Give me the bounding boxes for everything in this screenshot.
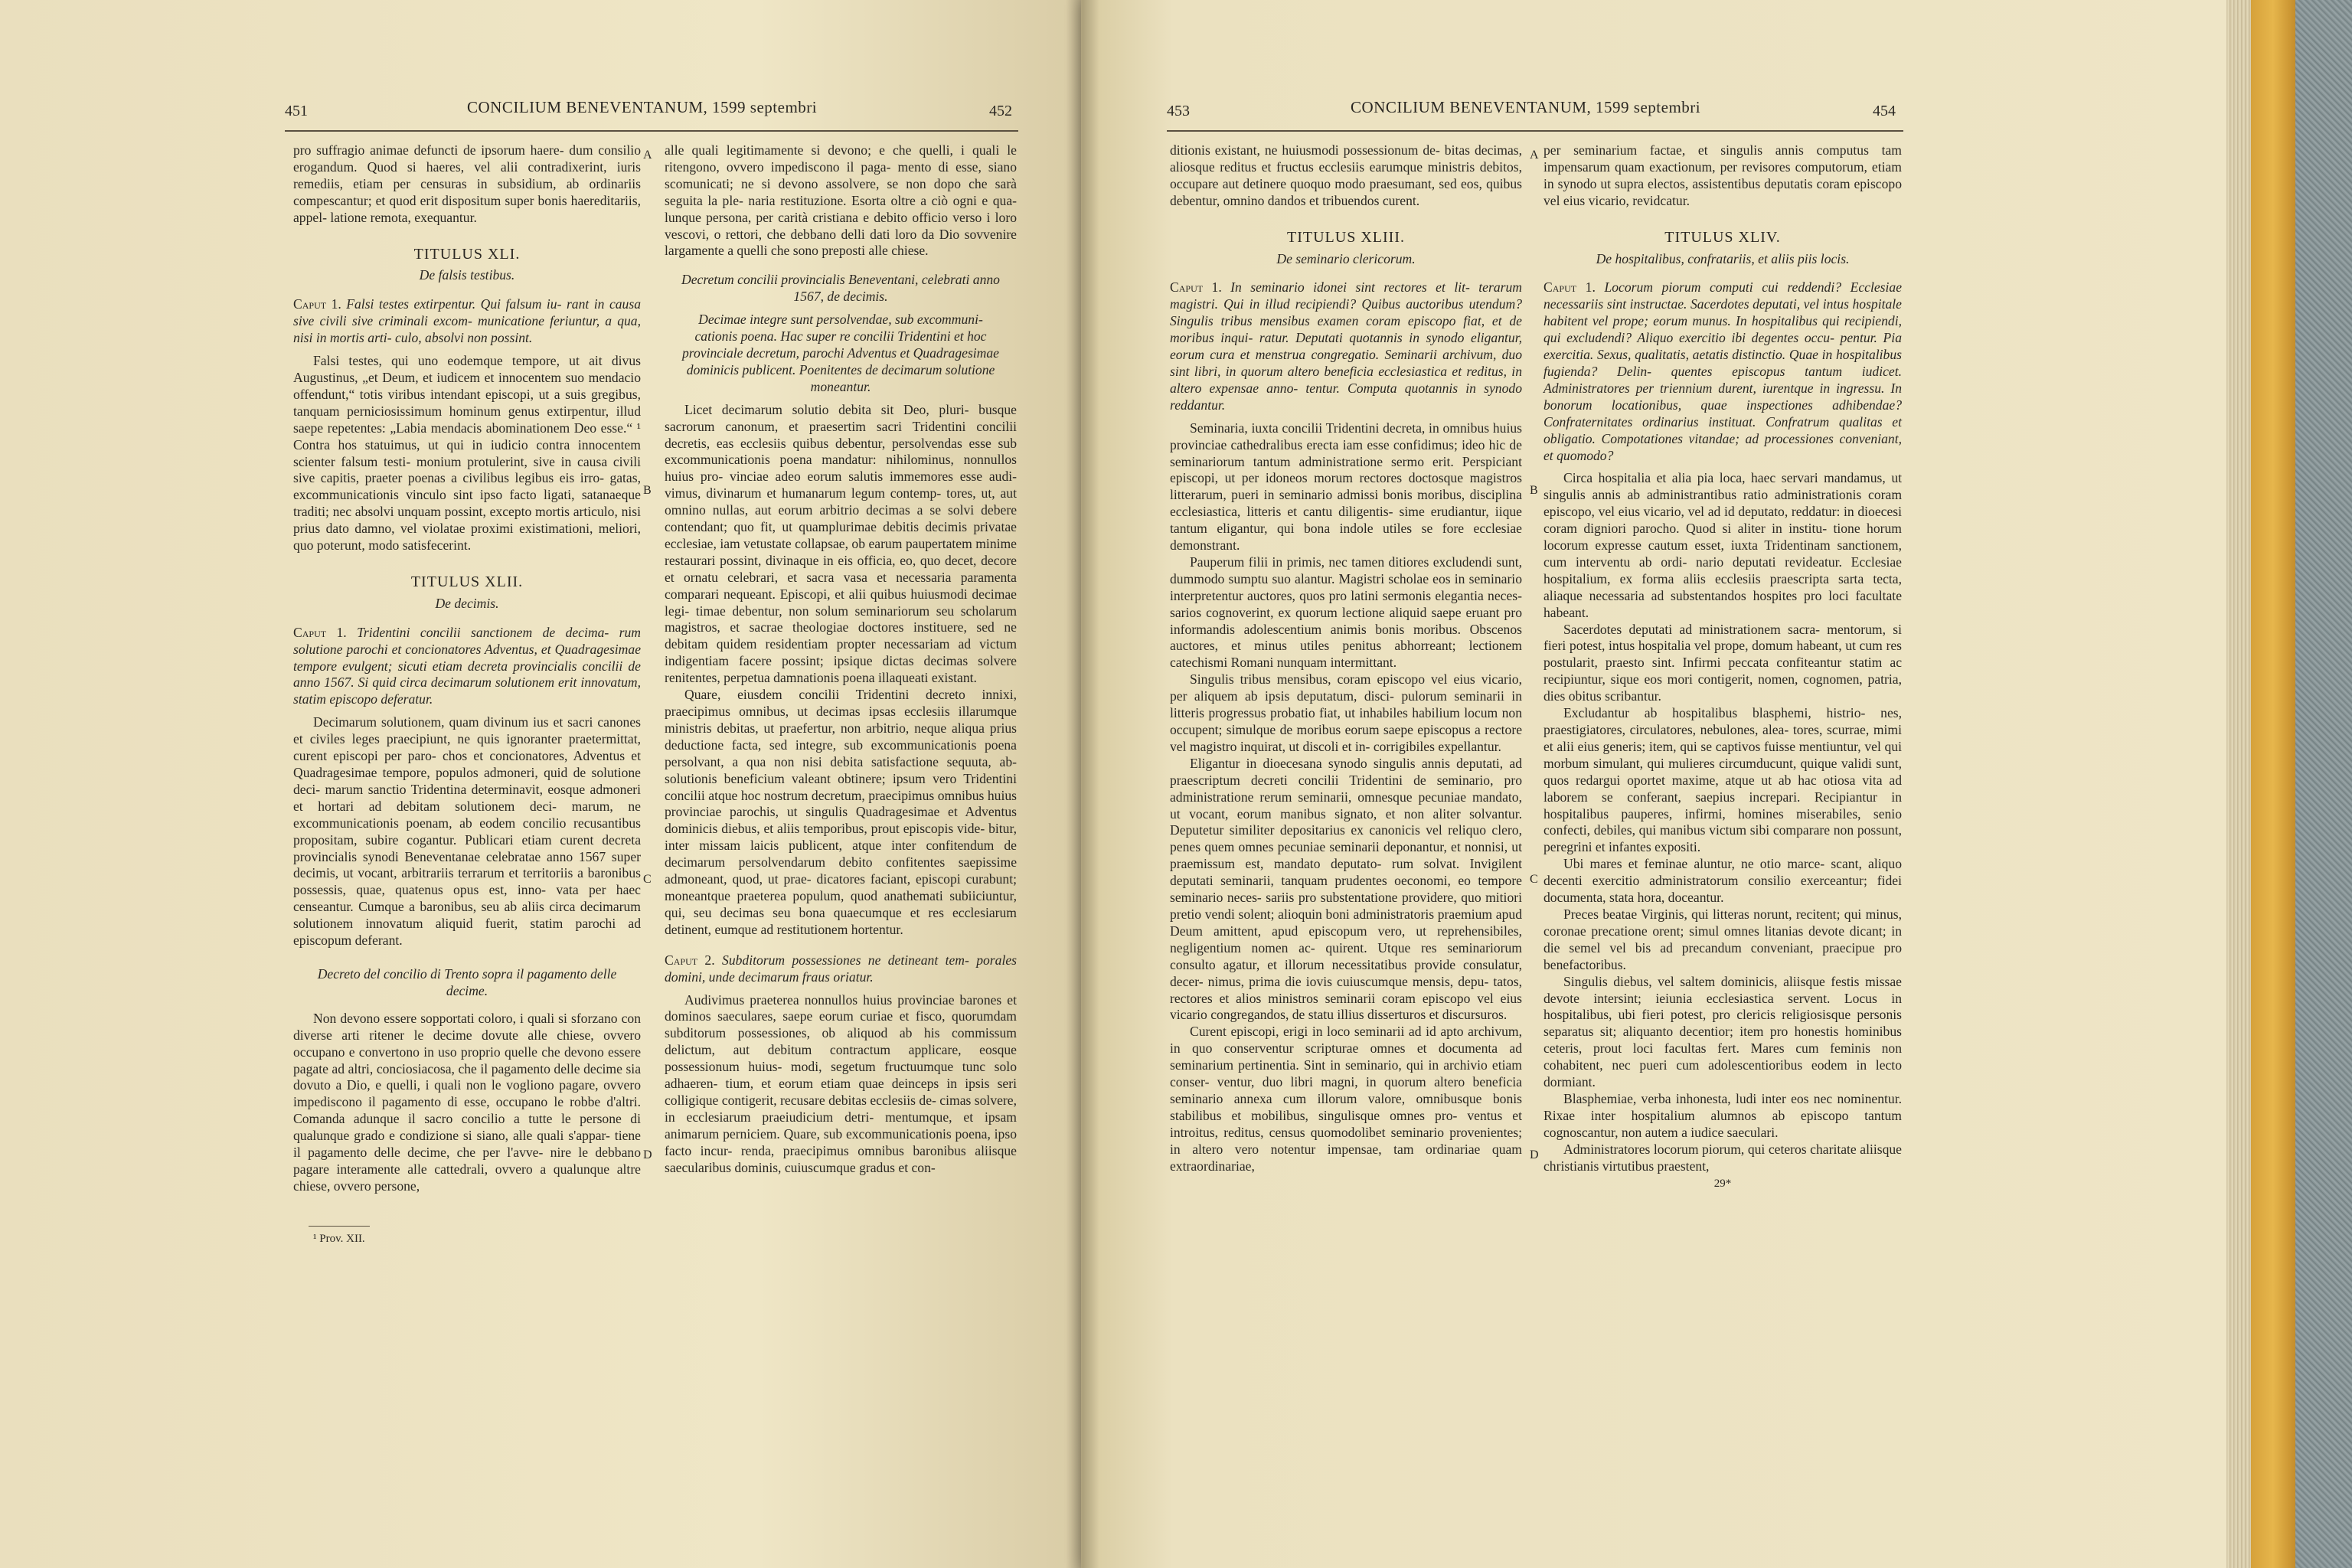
header-rule-right xyxy=(1167,130,1903,132)
footnote-rule xyxy=(309,1226,370,1227)
margin-letter-d: D xyxy=(643,1148,652,1161)
book-gutter xyxy=(1066,0,1099,1568)
page-number-452: 452 xyxy=(989,103,1012,119)
paragraph: Audivimus praeterea nonnullos huius provinciae barones et dominos saeculares, saepe eorum curiae et fisco, quorumdam subditorum possessiones, ob aliquod ab his commissum delictum, aut debitum contractum applicare, eosque possessionum huius- modi, segetum fructuumque tunc solo adhaeren- tium, et eorum etiam quae deinceps in ipsis seri colligique contigerit, recusare debitas ecclesiis de- cimas solvere, in ecclesiarum praeiudicium detri- mentumque, et ipsam animarum perniciem. Quare, sub excommunicationis poena, ipso facto incur- renda, praecipimus omnibus baronibus aliisque saecularibus dominis, cuiuscumque gradus et con- xyxy=(665,991,1017,1175)
running-head-right: CONCILIUM BENEVENTANUM, 1599 septembri xyxy=(1351,98,1701,116)
caput-summary xyxy=(1170,279,1522,413)
caput-label: Caput 1. xyxy=(293,296,341,312)
margin-letter-b: B xyxy=(643,484,652,497)
paragraph: Decimarum solutionem, quam divinum ius et sacri canones et civiles leges praecipiunt, ne quis ignoranter praetermittat, curent episcopi per paro- chos et concionatores, Adventus et Quadragesimae tempore, populos admoneri, quid de solutione deci- marum sanctio Tridentina determinavit, eosque admoneri et hortari ad debitam solutionem deci- marum, ne excommunicationis poenam, ab eodem concilio recusantibus propositam, subire cogantur. Publicari etiam curent decreta provincialis synodi Beneventanae celebratae anno 1567 super decimis, ut vocant, arbitrariis terrarum et territoriis a baronibus possessis, quae, quatenus opus est, inno- vata per haec censeantur. Cumque a baronibus, seu ab aliis circa decimarum solutionem innovatum aliquid fuerit, statim parochi ad episcopum deferant. xyxy=(293,714,641,949)
titulus-42-title: TITULUS XLII. xyxy=(410,573,524,590)
caput-summary xyxy=(293,296,641,347)
paragraph: ditionis existant, ne huiusmodi possessionum de- bitas decimas, aliosque reditus et fructus ecclesiis earumque ministris debitos, occupare aut detinere quoquo modo praesumant, sed eos, quibus debentur, omnino dandos et tribuendos curent. xyxy=(1170,142,1522,208)
paragraph: Singulis diebus, vel saltem dominicis, aliisque festis missae devote intersint; ieiunia ecclesiastica servent. Locus in hospitalibus, ubi fieri potest, pro clericis religiosisque personis separatus sit; aliquanto decentior; item pro honestis hominibus ceteris, prout loci facultas fert. Mares cum feminis non cohabitent, nec pueri cum adolescentioribus eodem in lecto dormiant. xyxy=(1544,973,1902,1090)
footnote: ¹ Prov. XII. xyxy=(313,1232,365,1245)
paragraph: alle quali legitimamente si devono; e che quelli, i quali le ritengono, ovvero impediscono il paga- mento di esse, siano scomunicati; ne si devono assolvere, se non dopo che sarà seguita la ple- naria restituzione. Esorta oltre a ciò ogni e qua- lunque persona, per carità cristiana e debito officio verso i loro vescovi, o rettori, che debbano delli dati loro da Dio sovvenire largamente a quelli che sono preposti alle chiese. xyxy=(665,142,1017,259)
titulus-41-subtitle: De falsis testibus. xyxy=(419,267,515,283)
paragraph: Pauperum filii in primis, nec tamen ditiores excludendi sunt, dummodo sumptu suo alantur. Magistri scholae eos in seminario interpretentur auctores, quos pro latini sermonis elegantia neces- sarios cognoverint, ex quorum lectione aliquid saepe eruant pro informandis adolescentium animis bonis moribus. Obscenos auctores, et minus utiles penitus abhorreant; lectionem catechismi Romani nunquam intermittant. xyxy=(1170,554,1522,671)
paragraph: Non devono essere sopportati coloro, i quali si sforzano con diverse arti ritener le decime dovute alle chiese, ovvero occupano e convertono in uso proprio quelle che devono essere pagate ad altri, conciosiacosa, che il pagamento delle decime sia dovuto a Dio, e quelli, i quali non le vogliono pagare, ovvero impediscono il pagamento di esse, occupano le robbe d'altri. Comanda adunque il sacro concilio a tutte le persone di qualunque grado e condizione si siano, alle quali s'appar- tiene il pagamento delle decime, che per l'avve- nire le debbano pagare interamente alle cattedrali, ovvero a qualunque altre chiese, ovvero persone, xyxy=(293,1010,641,1194)
caput-summary xyxy=(1544,279,1902,464)
caput-label: Caput 1. xyxy=(1544,279,1596,296)
margin-letter-a: A xyxy=(1530,149,1539,162)
paragraph: Preces beatae Virginis, qui litteras norunt, recitent; qui minus, coronae precatione orent; simul omnes litanias devote dicant; in die semel vel bis ad precandum conveniant, praecipue pro benefactoribus. xyxy=(1544,906,1902,972)
decretum-summary: Decimae integre sunt persolvendae, sub excommuni- cationis poena. Hac super re concilii Tridentini et hoc provinciale decretum, parochi Adventus et Quadragesimae dominicis publicent. Poenitentes de decimarum solutione moneantur. xyxy=(681,312,999,394)
margin-letter-d: D xyxy=(1530,1148,1539,1161)
caput-label: Caput 2. xyxy=(665,952,715,968)
paragraph: per seminarium factae, et singulis annis computus tam impensarum quam exactionum, per revisores computorum, etiam in synodo ut supra electos, assistentibus deputatis coram episcopo vel eius vicario, revidcatur. xyxy=(1544,142,1902,208)
header-rule-left xyxy=(285,130,1018,132)
column-4 xyxy=(1544,142,1902,1193)
paragraph: Quare, eiusdem concilii Tridentini decreto innixi, praecipimus omnibus, ut decimas ipsas ecclesiis illarumque ministris debitas, ut praefertur, non arbitrio, neque aliqua prius deductione facta, sed integre, sub excommunicationis poena persolvant, a qua non nisi debita satisfactione sequuta, ab- solutionis beneficium valeant obtinere; ipsum vero Tridentini concilii atque hoc nostrum decretum, praecipimus omnibus huius provinciae parochis, ut singulis Quadragesimae et Adventus dominicis diebus, et aliis temporibus, prout episcopis vide- bitur, inter missam laicis publicent, atque inter confitendum de decimarum persolvendarum debito confitentes saepissime admoneant, quod, ut prae- dicatores faciant, episcopi curabunt; moneantque praeterea populum, quod anathemati subiiciuntur, qui, seu decimas seu bona quaecumque et res ecclesiarum detinent, eumque ad restitutionem hortentur. xyxy=(665,687,1017,937)
page-number-454: 454 xyxy=(1873,103,1896,119)
titulus-44-subtitle: De hospitalibus, confratariis, et aliis piis locis. xyxy=(1596,250,1850,266)
paragraph: Curent episcopi, erigi in loco seminarii ad id apto archivum, in quo conserventur scripturae omnes et documenta ad seminarium pertinentia. Sint in seminario, qui in archivio etiam conser- ventur, duo libri magni, in quorum altero beneficia seminario annexa cum illorum valore, omnibusque bonis stabilibus et mobilibus, singulisque omnes pro- ventus et introitus, reditus, census quomodolibet seminario provenientes; in altero vero notentur impensae, tam ordinariae quam extraordinariae, xyxy=(1170,1024,1522,1174)
left-page xyxy=(0,0,1081,1568)
paragraph: Administratores locorum piorum, qui ceteros charitate aliisque christianis virtutibus praestent, xyxy=(1544,1141,1902,1174)
page-number-453: 453 xyxy=(1167,103,1190,119)
margin-letter-c: C xyxy=(643,873,652,886)
decretum-title: Decretum concilii provincialis Beneventani, celebrati anno 1567, de decimis. xyxy=(681,272,1000,305)
caput-summary xyxy=(293,625,641,709)
right-page xyxy=(1081,0,2226,1568)
decreto-title: Decreto del concilio di Trento sopra il pagamento delle decime. xyxy=(317,965,617,998)
margin-letter-a: A xyxy=(643,149,652,162)
paragraph: Singulis tribus mensibus, coram episcopo vel eius vicario, per aliquem ab ipsis deputatum, disci- pulorum seminarii in litteris progressus probatio fiat, ut inhabiles habilium locum non occupent; simulque de moribus eorum saepe episcopus a rectore vel magistro inquirat, ut discoli et in- corrigibiles expellantur. xyxy=(1170,671,1522,754)
column-1 xyxy=(293,142,641,1248)
book-cover-cloth xyxy=(2295,0,2352,1568)
page-number-451: 451 xyxy=(285,103,308,119)
titulus-42-subtitle: De decimis. xyxy=(435,595,499,611)
paragraph: Circa hospitalia et alia pia loca, haec servari mandamus, ut singulis annis ab administrantibus ratio administrationis coram episcopo, vel eius vicario, vel ad id deputato, reddatur: in dioecesi coram digniori parocho. Quod si aliter in institu- tione horum locorum expresse cautum esset, iuxta Tridentinam sanctionem, cum interventu ab ordi- nario deputati revideatur. Ecclesiae hospitalium, ex forma aliis ecclesiis praescripta sarta tecta, aliaque necessaria ad substentandos hospites pro loci facultate habeant. xyxy=(1544,470,1902,620)
paragraph: Blasphemiae, verba inhonesta, ludi inter eos nec nominentur. Rixae inter hospitalium alumnos ab episcopo tantum cognoscantur, non autem a iudice saeculari. xyxy=(1544,1090,1902,1140)
column-3 xyxy=(1170,142,1522,1174)
paragraph: Seminaria, iuxta concilii Tridentini decreta, in omnibus huius provinciae cathedralibus erecta iam esse confidimus; ideo hic de seminariorum tantum administratione sermo erit. Perspiciant episcopi, ut per idoneos morum rectores doctosque magistros litterarum, pueri in seminario admissi bonis moribus, disciplina ecclesiastica, litteris et cantu diligentis- sime erudiantur, iique tantum eligantur, qui bona indole utiles se fore ecclesiae demonstrant. xyxy=(1170,420,1522,554)
ribbon-bookmark xyxy=(2251,0,2295,1568)
running-head-left: CONCILIUM BENEVENTANUM, 1599 septembri xyxy=(467,98,818,116)
paragraph: Excludantur ab hospitalibus blasphemi, histrio- nes, praestigiatores, circulatores, nebulones, alea- tores, scurrae, mimi et alii eius generis; item, qui se captivos fuisse mentiuntur, vel qui morbum simulant, qui mulieres circumducunt, quique validi sunt, quos redargui oportet maxime, atque ut ab hac otiosa vita ad laborem se conferant, saepius increpari. Recipiantur in hospitalibus pauperes, infirmi, homines miserabiles, senio confecti, debiles, qui manibus victum sibi comparare non possunt, peregrini et infantes expositi. xyxy=(1544,705,1902,855)
caput-label: Caput 1. xyxy=(1170,279,1222,296)
paragraph: Ubi mares et feminae aluntur, ne otio marce- scant, aliquo decenti exercitio administratorum consilio exerceantur; fidei documenta, stata hora, doceantur. xyxy=(1544,856,1902,906)
signature-mark: 29* xyxy=(1713,1178,1732,1191)
margin-letter-b: B xyxy=(1530,484,1538,497)
caput-label: Caput 1. xyxy=(293,624,347,640)
paragraph: Falsi testes, qui uno eodemque tempore, ut ait divus Augustinus, „et Deum, et iudicem et innocentem suo mendacio offendunt,“ totis viribus intendant episcopi, ut a suis gregibus, tanquam perniciosissimum hominum genus extirpentur, illud saepe repetentes: „Labia mendacis abominationem Deo esse.“ ¹ Contra hos statuimus, ut qui in iudicio contra innocentem scienter falsum testi- monium protulerint, sive in causa civili sive capitis, praeter poenas a civilibus legibus eis irro- gatas, excommunicationis vinculo sint ipso facto ligati, satanaeque traditi; nec absolvi unquam possint, excepto mortis articulo, nisi prius dato damno, vel violatae proximi existimationi, meliori, quo poterunt, modo satisfecerint. xyxy=(293,353,641,554)
titulus-43-title: TITULUS XLIII. xyxy=(1287,228,1405,246)
paragraph: Licet decimarum solutio debita sit Deo, pluri- busque sacrorum canonum, et praesertim sacri Tridentini concilii decretis, eas ecclesiis quibus debentur, persolvendas esse sub excommunicationis poena mandatur: nihilominus, nonnullos huius pro- vinciae adeo eorum salutis immemores esse audi- vimus, divinarum et humanarum legum contemp- tores, ut, aut omnino nullas, aut eorum arbitrio decimas a se solvi debere contendant; quo fit, ut quamplurimae debitis decimis privatae ecclesiae, iam vetustate collapsae, ob earum paupertatem minime restaurari possint, divinaque in eis officia, eo, quo decet, decore et ornatu celebrari, et sacra vasa et necessaria paramenta comparari nequeant. Episcopi, et alii quibus huiusmodi decimae legi- timae debentur, non solum seminariorum seu scholarum magistros, et sacrae theologiae doctores instituere, sed ne debitam quidem residentiam propter necessariam ad victum indigentiam facere possint; ipsique dictas decimas solvere renitentes, perpetua damnationis poena illaqueati existant. xyxy=(665,401,1017,686)
caput-text: In seminario idonei sint rectores et lit- terarum magistri. Qui in illud recipiendi? Quibus auctoribus utendum? Singulis tribus mensibus examen coram episcopo fiat, et de moribus inqui- ratur. Deputati quotannis in synodo eligantur, eorum cura et menstrua congregatio. Seminarii archivum, duo sint libri, in quorum altero beneficia ecclesiastica et reditus, in altero expensae anno- tentur. Computa quotannis in synodo reddantur. xyxy=(1170,279,1522,413)
caput-text: Tridentini concilii sanctionem de decima- rum solutione parochi et concionatores Adventus, et Quadragesimae tempore evulgent; sicuti etiam decreta provincialis concilii de anno 1567. Si quid circa decimarum solutionem erit innovatum, statim episcopo deferatur. xyxy=(293,624,641,707)
caput-summary xyxy=(665,952,1017,986)
titulus-43-subtitle: De seminario clericorum. xyxy=(1276,250,1416,266)
paragraph: Sacerdotes deputati ad ministrationem sacra- mentorum, si fieri potest, intus hospitalia vel prope, domum habeant, ut cum res postularit, praesto sint. Infirmi peccata confiteantur statim ac recipiuntur, sique eos mori contigerit, nomen, cognomen, patria, dies obitus scribantur. xyxy=(1544,621,1902,704)
column-2 xyxy=(665,142,1017,1176)
caput-text: Falsi testes extirpentur. Qui falsum iu- rant in causa sive civili sive criminali excom- municatione feriuntur, a qua, nisi in mortis arti- culo, absolvi non possint. xyxy=(293,296,641,346)
paragraph: pro suffragio animae defuncti de ipsorum haere- dum consilio erogandum. Quod si haeres, vel alii contradixerint, iuris remediis, etiam per censuras in subsidium, ab ordinariis compescantur; et quod erit dispositum super bonis haereditariis, appel- latione remota, exequantur. xyxy=(293,142,641,225)
caput-text: Subditorum possessiones ne detineant tem- porales domini, unde decimarum fraus oriatur. xyxy=(665,952,1017,985)
margin-letter-c: C xyxy=(1530,873,1538,886)
titulus-41-title: TITULUS XLI. xyxy=(413,245,521,263)
titulus-44-title: TITULUS XLIV. xyxy=(1664,228,1781,246)
caput-text: Locorum piorum computi cui reddendi? Ecclesiae necessariis sint instructae. Sacerdotes deputati, vel intus hospitale habitent vel prope; eorum munus. In hospitalibus qui recipiendi, qui excludendi? Aliquo exercitio ibi degentes occu- pentur. Pia exercitia. Sexus, qualitatis, aetatis distinctio. Quae in hospitalibus fugienda? Delin- quentes episcopus tantum iudicet. Administratores per triennium durent, iurentque in ingressu. In bonorum locationibus, quae inspectiones adhibendae? Confraternitates ordinarius instituat. Confratrum qualitas et obligatio. Compotationes vitandae; ad processiones conveniant, et quomodo? xyxy=(1544,279,1903,463)
paragraph: Eligantur in dioecesana synodo singulis annis deputati, ad praescriptum decreti concilii Tridentini de seminario, pro administratione rerum seminarii, omnesque pecuniae mandato, ut vocant, eorum manibus signato, et non aliter solvantur. Deputetur similiter depositarius ex canonicis vel reliquo clero, penes quem omnes pecuniae seminarii deponantur, et nonnisi, ut praemissum est, mandato deputato- rum solvat. Invigilent deputati seminarii, tanquam prudentes oeconomi, eo tempore seminario neces- sariis pro substentatione providere, quo mitiori pretio vendi solent; alioquin boni administratoris praemium apud Deum amittent, apud episcopum vero, ut reprehensibiles, negligentium nomen ac- quirent. Utque res seminariorum consulto agatur, et illorum necessitatibus provide consulatur, decer- nimus, prima die iovis cuiuscumque mensis, depu- tatos, rectores et alios ministros seminarii coram episcopo vel eius vicario congregandos, de statu illius disserturos et discursuros. xyxy=(1170,755,1522,1023)
